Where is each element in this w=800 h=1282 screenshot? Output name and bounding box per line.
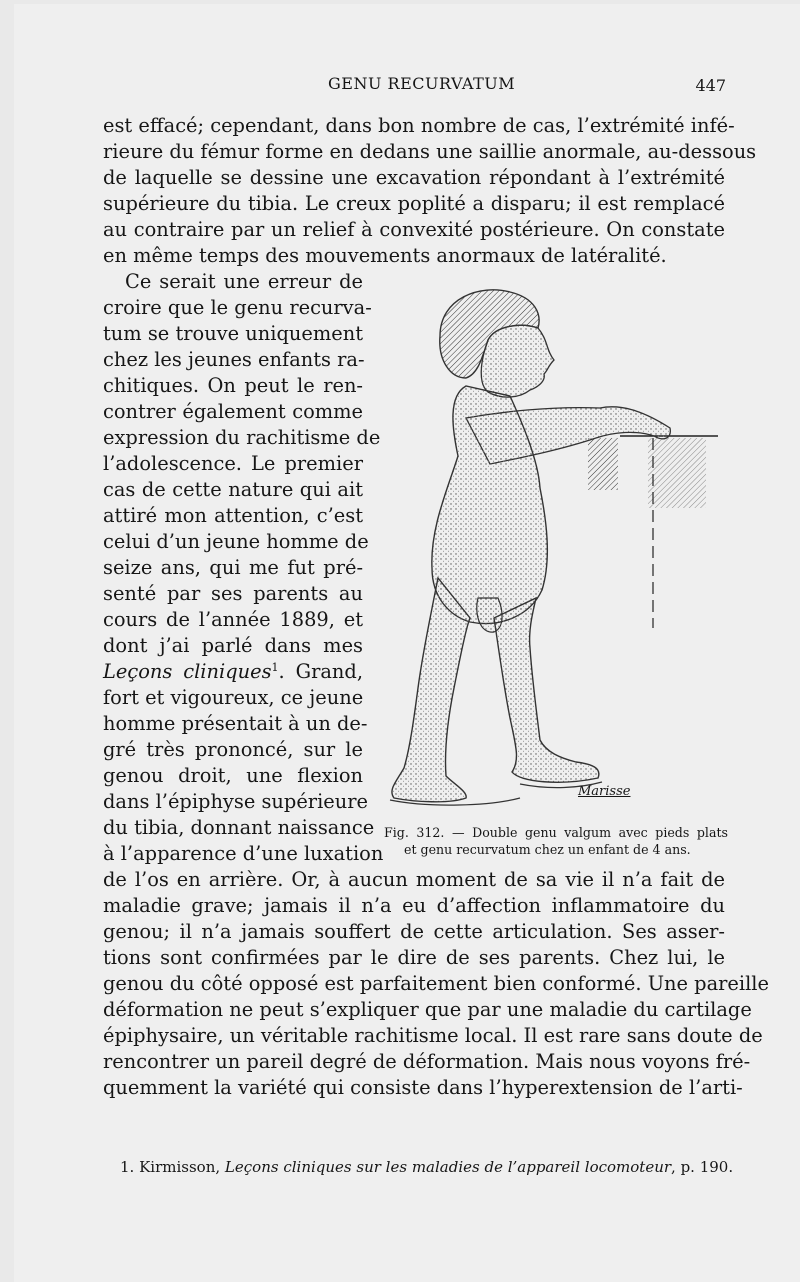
text-line: déformation ne peut s’expliquer que par une maladie du cartilage	[103, 998, 752, 1021]
text-line: tions sont confirmées par le dire de ses parents. Chez lui, le	[103, 946, 725, 969]
text-line: à l’apparence d’une luxation	[103, 842, 384, 865]
book-title-italic: Leçons cliniques	[103, 660, 272, 683]
running-head: GENU RECURVATUM	[328, 74, 516, 93]
text-line: au contraire par un relief à convexité postérieure. On constate	[103, 218, 725, 241]
text-line: seize ans, qui me fut pré-	[103, 556, 363, 579]
text-line: est effacé; cependant, dans bon nombre de cas, l’extrémité infé-	[103, 114, 735, 137]
text-line: Ce serait une erreur de	[125, 270, 363, 293]
text-line: expression du rachitisme de	[103, 426, 381, 449]
text-line: croire que le genu recurva-	[103, 296, 372, 319]
artist-signature: Marisse	[578, 784, 631, 799]
footnote: 1. Kirmisson, Leçons cliniques sur les maladies de l’appareil locomoteur, p. 190.	[120, 1158, 734, 1176]
text-line: du tibia, donnant naissance	[103, 816, 375, 839]
text-line-lecons: Leçons cliniques$^1$. Grand,	[103, 660, 363, 683]
table-shadow	[588, 438, 618, 490]
child-back-leg	[392, 578, 470, 802]
caption-line: et genu recurvatum chez un enfant de 4 ans.	[404, 842, 691, 857]
text-line: chitiques. On peut le ren-	[103, 374, 363, 397]
text-line: senté par ses parents au	[103, 582, 363, 605]
text-line: tum se trouve uniquement	[103, 322, 363, 345]
text-line: celui d’un jeune homme de	[103, 530, 369, 553]
text-line: supérieure du tibia. Le creux poplité a disparu; il est remplacé	[103, 192, 725, 215]
text-line: genou; il n’a jamais souffert de cette articulation. Ses asser-	[103, 920, 725, 943]
text-line: chez les jeunes enfants ra-	[103, 348, 365, 371]
text-line: de l’os en arrière. Or, à aucun moment de sa vie il n’a fait de	[103, 868, 725, 891]
text-line: cas de cette nature qui ait	[103, 478, 363, 501]
text-line: dans l’épiphyse supérieure	[103, 790, 368, 813]
text-line: de laquelle se dessine une excavation répondant à l’extrémité	[103, 166, 725, 189]
text-line: fort et vigoureux, ce jeune	[103, 686, 364, 709]
text-line: rieure du fémur forme en dedans une saillie anormale, au-dessous	[103, 140, 757, 163]
figure-caption	[384, 824, 728, 858]
footnote-ref[interactable]: 1	[271, 661, 279, 674]
text-line: dont j’ai parlé dans mes	[103, 634, 363, 657]
text-line: rencontrer un pareil degré de déformation. Mais nous voyons fré-	[103, 1050, 751, 1073]
text-line: cours de l’année 1889, et	[103, 608, 363, 631]
text-line: genou du côté opposé est parfaitement bien conformé. Une pareille	[103, 972, 769, 995]
child-front-leg	[494, 598, 599, 782]
text-line: gré très prononcé, sur le	[103, 738, 363, 761]
text-line: quemment la variété qui consiste dans l’hyperextension de l’arti-	[103, 1076, 743, 1099]
caption-line: Fig. 312. — Double genu valgum avec pieds plats	[384, 825, 728, 840]
child-illustration	[370, 278, 730, 818]
table-side-hatch	[648, 438, 706, 508]
text-line: contrer également comme	[103, 400, 363, 423]
text-line: épiphysaire, un véritable rachitisme local. Il est rare sans doute de	[103, 1024, 763, 1047]
text-line: homme présentait à un de-	[103, 712, 368, 735]
child-face	[481, 325, 554, 397]
text-line: en même temps des mouvements anormaux de latéralité.	[103, 244, 667, 267]
text-line: l’adolescence. Le premier	[103, 452, 363, 475]
page-number: 447	[695, 76, 726, 95]
text-line: maladie grave; jamais il n’a eu d’affection inflammatoire du	[103, 894, 725, 917]
text-line: genou droit, une flexion	[103, 764, 363, 787]
page-header	[0, 70, 800, 100]
text-line: attiré mon attention, c’est	[103, 504, 363, 527]
footnote-title-italic: Leçons cliniques sur les maladies de l’appareil locomoteur	[224, 1158, 672, 1176]
